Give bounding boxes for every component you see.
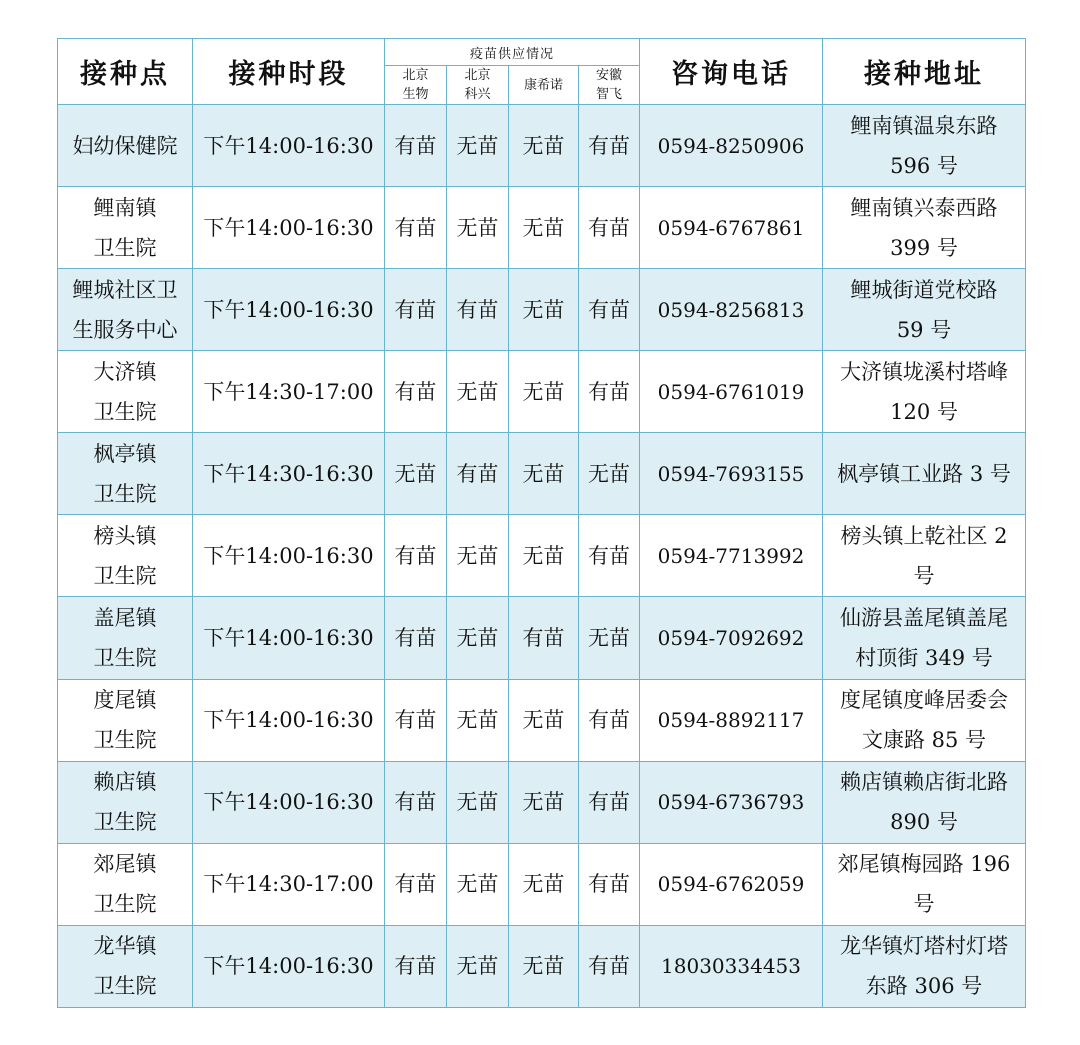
site-line: 卫生院 — [93, 974, 157, 999]
supply-cell: 无苗 — [447, 597, 509, 679]
header-brand-beijing-bio — [385, 66, 447, 105]
site-cell — [58, 187, 193, 269]
supply-cell: 有苗 — [579, 351, 640, 433]
supply-cell: 无苗 — [447, 105, 509, 187]
supply-cell: 有苗 — [447, 433, 509, 515]
address-cell — [823, 515, 1026, 597]
supply-cell: 有苗 — [385, 351, 447, 433]
address-cell — [823, 351, 1026, 433]
header-brand-anhui-zhifei — [579, 66, 640, 105]
supply-cell: 有苗 — [579, 843, 640, 925]
vaccination-schedule-table — [57, 38, 1026, 1008]
site-cell — [58, 843, 193, 925]
supply-cell: 无苗 — [447, 843, 509, 925]
site-line: 鲤城社区卫 — [72, 277, 178, 302]
time-cell: 下午14:30-17:00 — [193, 843, 385, 925]
address-line: 号 — [913, 892, 935, 917]
address-cell — [823, 269, 1026, 351]
address-cell — [823, 925, 1026, 1007]
site-line: 度尾镇 — [93, 688, 157, 713]
time-cell: 下午14:00-16:30 — [193, 597, 385, 679]
table-row — [58, 597, 1026, 679]
site-line: 卫生院 — [93, 235, 157, 260]
time-cell: 下午14:30-16:30 — [193, 433, 385, 515]
time-cell: 下午14:00-16:30 — [193, 105, 385, 187]
site-line: 郊尾镇 — [93, 852, 157, 877]
supply-cell: 有苗 — [509, 597, 579, 679]
site-line: 卫生院 — [93, 728, 157, 753]
site-line: 卫生院 — [93, 892, 157, 917]
table-row — [58, 105, 1026, 187]
supply-cell: 有苗 — [385, 515, 447, 597]
address-line: 东路 306 号 — [865, 974, 983, 999]
time-cell: 下午14:30-17:00 — [193, 351, 385, 433]
supply-cell: 无苗 — [447, 351, 509, 433]
site-line: 大济镇 — [93, 359, 157, 384]
supply-cell: 无苗 — [579, 597, 640, 679]
header-address: 接种地址 — [823, 39, 1026, 105]
site-cell — [58, 761, 193, 843]
address-line: 村顶街 349 号 — [855, 646, 993, 670]
supply-cell: 无苗 — [385, 433, 447, 515]
site-cell — [58, 269, 193, 351]
site-line: 卫生院 — [93, 481, 157, 506]
table-row — [58, 269, 1026, 351]
address-cell — [823, 597, 1026, 679]
address-cell — [823, 843, 1026, 925]
table-row — [58, 515, 1026, 597]
supply-cell: 有苗 — [447, 269, 509, 351]
address-cell — [823, 433, 1026, 515]
phone-cell: 0594-6762059 — [640, 843, 823, 925]
site-cell — [58, 925, 193, 1007]
site-cell — [58, 105, 193, 187]
supply-cell: 有苗 — [385, 187, 447, 269]
phone-cell: 0594-7693155 — [640, 433, 823, 515]
time-cell: 下午14:00-16:30 — [193, 925, 385, 1007]
address-line: 鲤南镇兴泰西路 — [850, 195, 998, 220]
site-cell — [58, 433, 193, 515]
site-line: 赖店镇 — [93, 770, 157, 795]
supply-cell: 无苗 — [509, 433, 579, 515]
site-line: 盖尾镇 — [93, 606, 157, 630]
address-line: 号 — [913, 563, 935, 588]
address-cell — [823, 761, 1026, 843]
site-line: 卫生院 — [93, 810, 157, 835]
supply-cell: 有苗 — [579, 515, 640, 597]
supply-cell: 有苗 — [385, 843, 447, 925]
supply-cell: 有苗 — [385, 679, 447, 761]
table-row — [58, 925, 1026, 1007]
address-line: 大济镇垅溪村塔峰 — [840, 359, 1009, 384]
time-cell: 下午14:00-16:30 — [193, 679, 385, 761]
address-cell — [823, 187, 1026, 269]
site-line: 卫生院 — [93, 399, 157, 424]
supply-cell: 无苗 — [447, 925, 509, 1007]
supply-cell: 无苗 — [509, 761, 579, 843]
brand-line: 智飞 — [596, 87, 623, 102]
supply-cell: 无苗 — [509, 679, 579, 761]
address-line: 59 号 — [896, 317, 952, 342]
supply-cell: 无苗 — [509, 269, 579, 351]
address-line: 鲤城街道党校路 — [850, 277, 998, 302]
brand-line: 北京 — [402, 68, 429, 83]
phone-cell: 0594-6767861 — [640, 187, 823, 269]
brand-line: 北京 — [464, 68, 491, 83]
phone-cell: 0594-8256813 — [640, 269, 823, 351]
time-cell: 下午14:00-16:30 — [193, 515, 385, 597]
supply-cell: 无苗 — [509, 187, 579, 269]
header-brand-cansino — [509, 66, 579, 105]
supply-cell: 无苗 — [509, 925, 579, 1007]
address-line: 鲤南镇温泉东路 — [850, 113, 998, 138]
brand-line: 生物 — [402, 87, 429, 102]
address-line: 文康路 85 号 — [861, 728, 987, 753]
table-row — [58, 351, 1026, 433]
supply-cell: 无苗 — [447, 761, 509, 843]
header-site: 接种点 — [58, 39, 193, 105]
supply-cell: 无苗 — [509, 515, 579, 597]
supply-cell: 无苗 — [509, 105, 579, 187]
supply-cell: 有苗 — [579, 187, 640, 269]
time-cell: 下午14:00-16:30 — [193, 187, 385, 269]
header-time: 接种时段 — [193, 39, 385, 105]
site-line: 鲤南镇 — [93, 195, 157, 220]
address-cell — [823, 105, 1026, 187]
site-cell — [58, 679, 193, 761]
site-line: 枫亭镇 — [93, 441, 157, 466]
site-cell — [58, 351, 193, 433]
phone-cell: 0594-7713992 — [640, 515, 823, 597]
address-line: 仙游县盖尾镇盖尾 — [840, 606, 1009, 630]
table-row — [58, 433, 1026, 515]
site-line: 生服务中心 — [72, 317, 178, 342]
table-row — [58, 187, 1026, 269]
address-line: 赖店镇赖店街北路 — [840, 770, 1009, 795]
table-row — [58, 761, 1026, 843]
supply-cell: 无苗 — [447, 679, 509, 761]
address-line: 枫亭镇工业路 3 号 — [837, 461, 1011, 486]
supply-cell: 无苗 — [447, 515, 509, 597]
address-line: 120 号 — [890, 399, 958, 424]
address-line: 龙华镇灯塔村灯塔 — [840, 934, 1009, 959]
supply-cell: 无苗 — [509, 351, 579, 433]
table-row — [58, 679, 1026, 761]
phone-cell: 0594-6736793 — [640, 761, 823, 843]
supply-cell: 有苗 — [579, 761, 640, 843]
phone-cell: 0594-8250906 — [640, 105, 823, 187]
header-brand-beijing-sinovac — [447, 66, 509, 105]
time-cell: 下午14:00-16:30 — [193, 761, 385, 843]
time-cell: 下午14:00-16:30 — [193, 269, 385, 351]
site-line: 妇幼保健院 — [72, 133, 178, 158]
supply-cell: 有苗 — [385, 925, 447, 1007]
brand-line: 科兴 — [464, 87, 491, 102]
brand-line: 安徽 — [596, 68, 623, 83]
address-line: 890 号 — [890, 810, 958, 835]
brand-line: 康希诺 — [523, 77, 563, 93]
header-phone: 咨询电话 — [640, 39, 823, 105]
address-line: 399 号 — [890, 235, 958, 260]
phone-cell: 18030334453 — [640, 925, 823, 1007]
site-line: 卫生院 — [93, 563, 157, 588]
site-cell — [58, 515, 193, 597]
address-cell — [823, 679, 1026, 761]
table-row — [58, 843, 1026, 925]
supply-cell: 有苗 — [385, 269, 447, 351]
phone-cell: 0594-6761019 — [640, 351, 823, 433]
site-line: 卫生院 — [93, 646, 157, 670]
supply-cell: 有苗 — [579, 105, 640, 187]
supply-cell: 有苗 — [385, 761, 447, 843]
supply-cell: 有苗 — [385, 105, 447, 187]
address-line: 郊尾镇梅园路 196 — [837, 852, 1011, 877]
header-row — [58, 39, 1026, 66]
header-supply: 疫苗供应情况 — [385, 39, 640, 66]
address-line: 596 号 — [890, 153, 958, 178]
supply-cell: 无苗 — [579, 433, 640, 515]
supply-cell: 有苗 — [579, 269, 640, 351]
site-line: 榜头镇 — [93, 523, 157, 548]
site-cell — [58, 597, 193, 679]
phone-cell: 0594-7092692 — [640, 597, 823, 679]
supply-cell: 有苗 — [579, 925, 640, 1007]
supply-cell: 有苗 — [385, 597, 447, 679]
address-line: 榜头镇上乾社区 2 — [840, 523, 1008, 548]
address-line: 度尾镇度峰居委会 — [840, 688, 1009, 713]
phone-cell: 0594-8892117 — [640, 679, 823, 761]
supply-cell: 有苗 — [579, 679, 640, 761]
site-line: 龙华镇 — [93, 934, 157, 959]
supply-cell: 无苗 — [447, 187, 509, 269]
supply-cell: 无苗 — [509, 843, 579, 925]
